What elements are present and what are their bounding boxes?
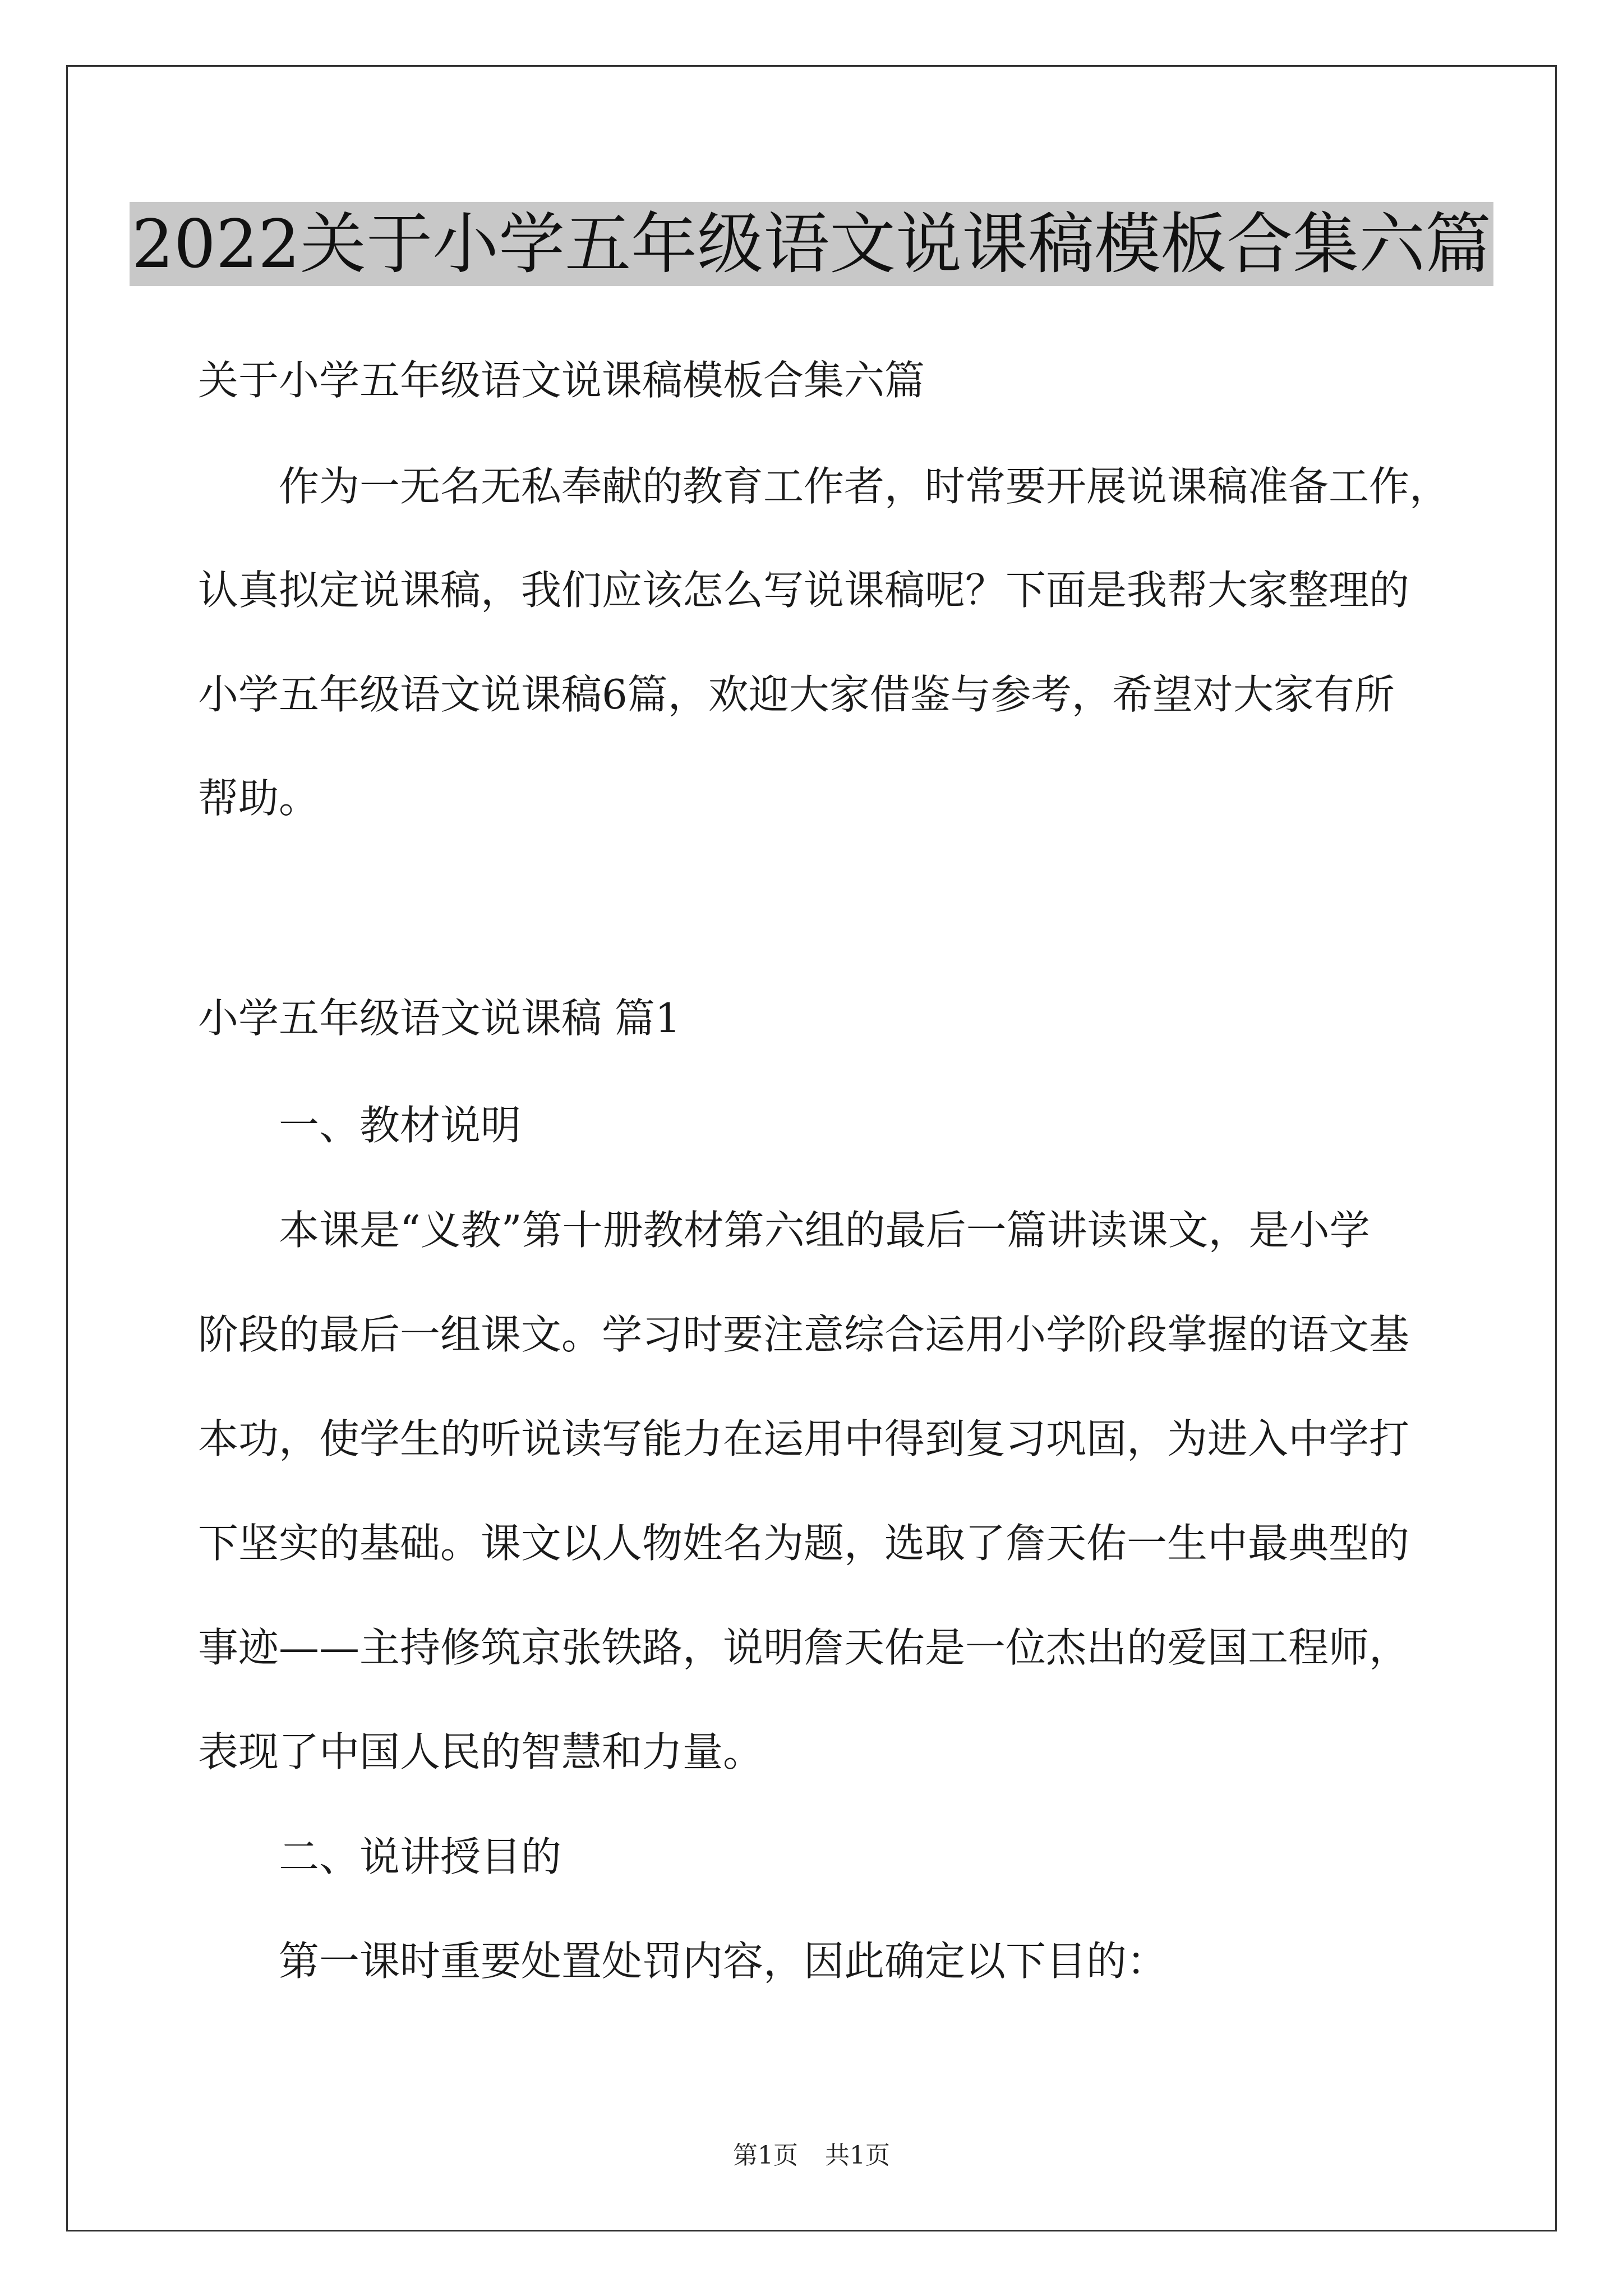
part1-line-1: 本课是“义教”第十册教材第六组的最后一篇讲读课文，是小学 xyxy=(279,1207,1370,1254)
part2-line-1: 第一课时重要处置处罚内容，因此确定以下目的： xyxy=(279,1938,1168,1985)
intro-line-4: 帮助。 xyxy=(198,775,320,822)
page-footer xyxy=(0,2140,1623,2171)
part1-line-4: 下坚实的基础。课文以人物姓名为题，选取了詹天佑一生中最典型的 xyxy=(198,1520,1410,1567)
part1-line-2: 阶段的最后一组课文。学习时要注意综合运用小学阶段掌握的语文基 xyxy=(198,1311,1410,1358)
title-container xyxy=(0,202,1623,286)
part1-line-5: 事迹——主持修筑京张铁路，说明詹天佑是一位杰出的爱国工程师， xyxy=(198,1624,1410,1671)
intro-line-2: 认真拟定说课稿，我们应该怎么写说课稿呢？下面是我帮大家整理的 xyxy=(198,567,1410,614)
page-number-current: 第1页 xyxy=(733,2141,798,2170)
section-heading: 小学五年级语文说课稿 篇1 xyxy=(198,995,681,1042)
part1-heading: 一、教材说明 xyxy=(279,1102,522,1149)
page-number-total: 共1页 xyxy=(825,2141,890,2170)
part1-line-6: 表现了中国人民的智慧和力量。 xyxy=(198,1728,764,1775)
document-title: 2022关于小学五年级语文说课稿模板合集六篇 xyxy=(130,202,1493,286)
part2-heading: 二、说讲授目的 xyxy=(279,1833,562,1880)
intro-line-3: 小学五年级语文说课稿6篇，欢迎大家借鉴与参考，希望对大家有所 xyxy=(198,671,1395,718)
document-subtitle: 关于小学五年级语文说课稿模板合集六篇 xyxy=(198,357,925,404)
part1-line-3: 本功，使学生的听说读写能力在运用中得到复习巩固，为进入中学打 xyxy=(198,1415,1410,1462)
intro-line-1: 作为一无名无私奉献的教育工作者，时常要开展说课稿准备工作， xyxy=(279,463,1450,510)
